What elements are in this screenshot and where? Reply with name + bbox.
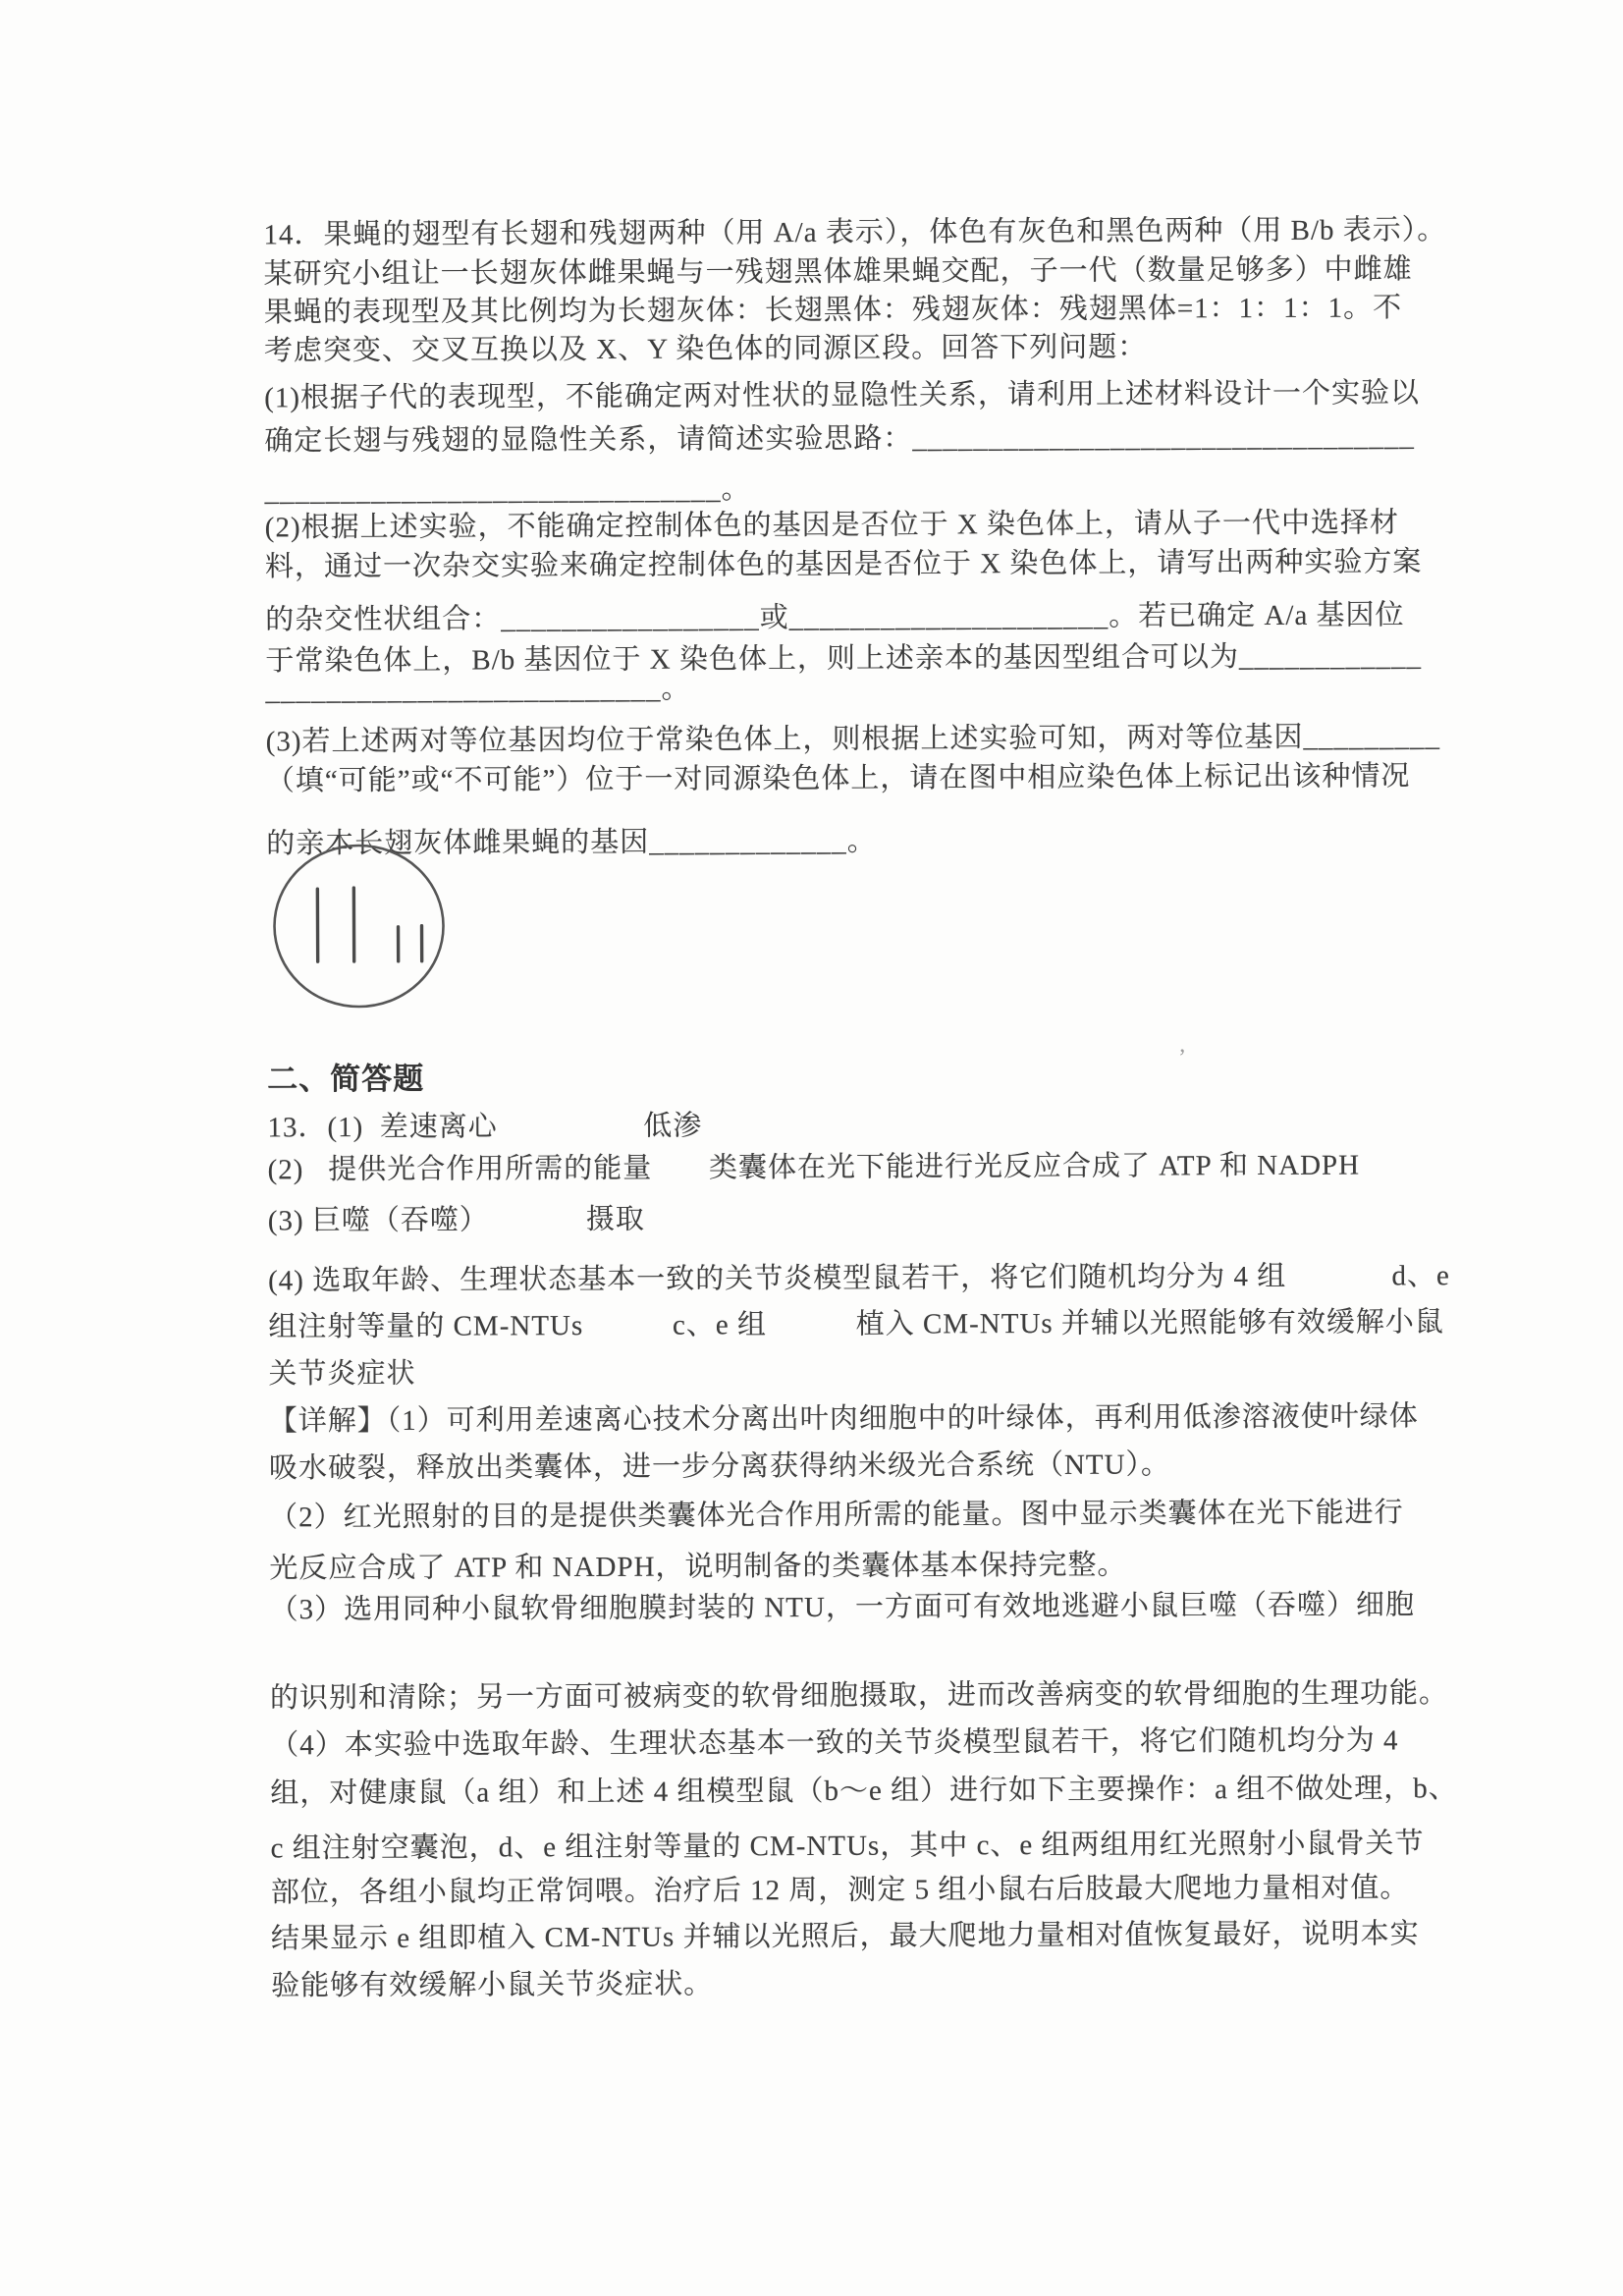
q14-part1-blank-line: 确定长翅与残翅的显隐性关系，请简述实验思路：_________________________________ xyxy=(264,420,1415,458)
q14-part2-line: (2)根据上述实验，不能确定控制体色的基因是否位于 X 染色体上，请从子一代中选择材 xyxy=(264,507,1400,544)
section2-heading: 二、简答题 xyxy=(267,1061,425,1097)
q14-line: 果蝇的表现型及其比例均为长翅灰体：长翅黑体：残翅灰体：残翅黑体=1：1：1：1。不 xyxy=(263,292,1403,329)
answer13-line: 组注射等量的 CM-NTUs c、e 组 植入 CM-NTUs 并辅以光照能够有效缓解小鼠 xyxy=(268,1306,1444,1343)
answer13-detail-line: 【详解】（1）可利用差速离心技术分离出叶肉细胞中的叶绿体，再利用低渗溶液使叶绿体 xyxy=(268,1400,1419,1438)
q14-part2-blank-continuation: __________________________。 xyxy=(265,673,691,707)
answer13-line: (2) 提供光合作用所需的能量 类囊体在光下能进行光反应合成了 ATP 和 NADPH xyxy=(267,1149,1361,1186)
q14-part2-line: 于常染色体上，B/b 基因位于 X 染色体上，则上述亲本的基因型组合可以为____________ xyxy=(265,640,1423,678)
answer13-line: 13．(1) 差速离心 低渗 xyxy=(267,1110,703,1144)
answer13-detail-line: （2）红光照射的目的是提供类囊体光合作用所需的能量。图中显示类囊体在光下能进行 xyxy=(269,1497,1404,1534)
answer13-detail-line: 部位，各组小鼠均正常饲喂。治疗后 12 周，测定 5 组小鼠右后肢最大爬地力量相对值。 xyxy=(270,1872,1410,1909)
answer13-detail-line: 组，对健康鼠（a 组）和上述 4 组模型鼠（b～e 组）进行如下主要操作：a 组不做处理，b、 xyxy=(270,1773,1458,1810)
scan-speck: ’ xyxy=(1178,1045,1187,1071)
answer13-detail-line: （3）选用同种小鼠软骨细胞膜封装的 NTU，一方面可有效地逃避小鼠巨噬（吞噬）细胞 xyxy=(269,1589,1415,1626)
q14-line: 考虑突变、交叉互换以及 X、Y 染色体的同源区段。回答下列问题： xyxy=(263,331,1148,367)
answer13-detail-line: 结果显示 e 组即植入 CM-NTUs 并辅以光照后，最大爬地力量相对值恢复最好，说明本实 xyxy=(270,1918,1420,1955)
answer13-detail-line: 光反应合成了 ATP 和 NADPH，说明制备的类囊体基本保持完整。 xyxy=(269,1549,1127,1585)
q14-part1-blank-continuation: ______________________________。 xyxy=(264,473,751,508)
q14-part3-blank-line: 的亲本长翅灰体雌果蝇的基因_____________。 xyxy=(266,825,877,860)
answer13-detail-line: 验能够有效缓解小鼠关节炎症状。 xyxy=(271,1968,714,2002)
answer13-detail-line: 吸水破裂，释放出类囊体，进一步分离获得纳米级光合系统（NTU）。 xyxy=(268,1449,1171,1485)
answer13-detail-line: c 组注射空囊泡，d、e 组注射等量的 CM-NTUs，其中 c、e 组两组用红光照射小鼠骨关节 xyxy=(270,1828,1425,1865)
answer13-detail-line: 的识别和清除；另一方面可被病变的软骨细胞摄取，进而改善病变的软骨细胞的生理功能。 xyxy=(269,1677,1449,1715)
answer13-line: (4) 选取年龄、生理状态基本一致的关节炎模型鼠若干，将它们随机均分为 4 组 d、e xyxy=(268,1260,1450,1297)
cell-chromosome-diagram xyxy=(270,843,452,1014)
q14-part1-line: (1)根据子代的表现型，不能确定两对性状的显隐性关系，请利用上述材料设计一个实验以 xyxy=(264,377,1421,414)
q14-part2-line: 料，通过一次杂交实验来确定控制体色的基因是否位于 X 染色体上，请写出两种实验方案 xyxy=(264,546,1423,583)
q14-line: 某研究小组让一长翅灰体雌果蝇与一残翅黑体雄果蝇交配，子一代（数量足够多）中雌雄 xyxy=(263,253,1413,291)
answer13-detail-line: （4）本实验中选取年龄、生理状态基本一致的关节炎模型鼠若干，将它们随机均分为 4 xyxy=(270,1724,1399,1762)
q14-part3-line: （填“可能”或“不可能”）位于一对同源染色体上，请在图中相应染色体上标记出该种情况 xyxy=(265,760,1411,797)
answer13-line: (3) 巨噬（吞噬） 摄取 xyxy=(267,1203,645,1237)
q14-line: 14．果蝇的翅型有长翅和残翅两种（用 A/a 表示），体色有灰色和黑色两种（用 B/b 表示）。 xyxy=(263,214,1447,251)
cell-outline xyxy=(274,846,444,1008)
q14-part3-line: (3)若上述两对等位基因均位于常染色体上，则根据上述实验可知，两对等位基因_________ xyxy=(265,721,1441,758)
q14-part2-blank-line: 的杂交性状组合：_________________或_____________________。若已确定 A/a 基因位 xyxy=(265,599,1405,636)
answer13-line: 关节炎症状 xyxy=(268,1357,416,1391)
